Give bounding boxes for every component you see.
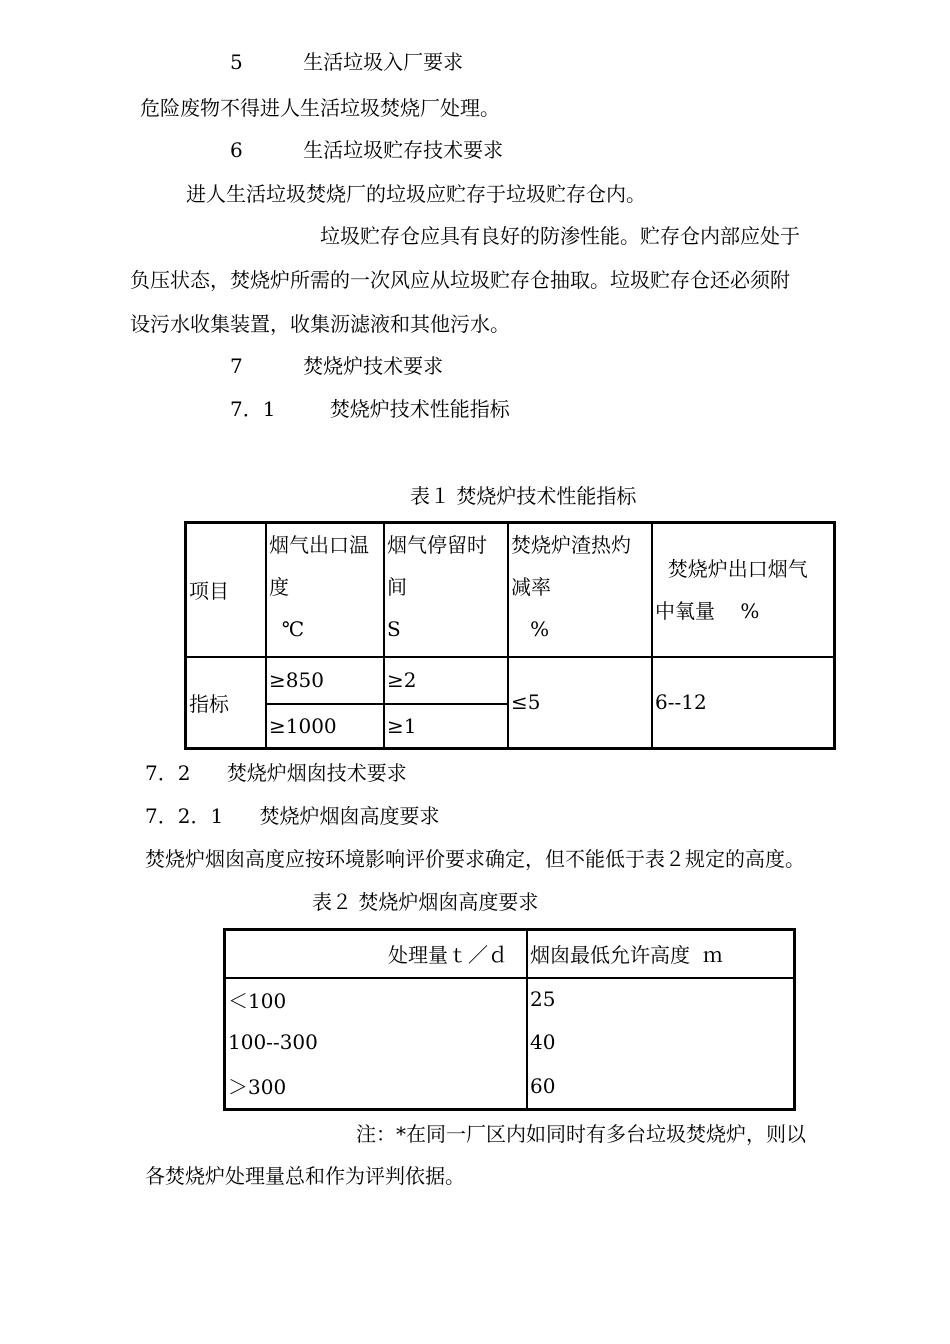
header-line: S	[387, 617, 401, 641]
note-line-1: 注：*在同一厂区内如同时有多台垃圾焚烧炉，则以	[356, 1122, 806, 1146]
section-7-heading	[230, 352, 443, 380]
section-7-2-1-heading	[145, 802, 440, 830]
header-line: 中氧量 %	[655, 598, 760, 623]
section-number: 7．2	[145, 761, 191, 785]
paragraph-storage-2-line-2: 负压状态，焚烧炉所需的一次风应从垃圾贮存仓抽取。垃圾贮存仓还必须附	[130, 268, 790, 292]
cell-capacity: ＜100	[225, 978, 528, 1020]
header-min-height: 烟囱最低允许高度 ｍ	[527, 930, 795, 978]
table-row	[186, 657, 835, 704]
table-2-caption: 表２ 焚烧炉烟囱高度要求	[312, 890, 539, 914]
section-number: 7．2．1	[145, 804, 224, 828]
table-header-row	[225, 930, 795, 978]
header-line: 烟气停留时	[387, 533, 487, 557]
section-number: 5	[230, 50, 243, 74]
section-6-heading	[230, 136, 503, 164]
paragraph-storage-2-line-3: 设污水收集装置，收集沥滤液和其他污水。	[130, 312, 510, 336]
section-number: 6	[230, 138, 243, 162]
section-title: 焚烧炉技术性能指标	[329, 397, 510, 421]
note-line-2: 各焚烧炉处理量总和作为评判依据。	[145, 1164, 465, 1188]
section-5-heading	[230, 48, 463, 76]
header-oxygen-content	[652, 523, 835, 657]
cell-height: 25	[527, 978, 795, 1020]
section-title: 生活垃圾贮存技术要求	[303, 138, 504, 162]
row-label-indicator: 指标	[186, 657, 267, 749]
header-loss-on-ignition	[508, 523, 652, 657]
header-residence-time	[384, 523, 508, 657]
paragraph-chimney: 焚烧炉烟囱高度应按环境影响评价要求确定，但不能低于表２规定的高度。	[145, 847, 805, 871]
header-capacity: 处理量ｔ／ｄ	[225, 930, 528, 978]
cell-loss-on-ignition: ≤5	[508, 657, 652, 749]
header-temperature	[266, 523, 384, 657]
cell-temperature: ≥1000	[266, 704, 384, 749]
cell-oxygen-content: 6--12	[652, 657, 835, 749]
section-title: 焚烧炉技术要求	[303, 354, 444, 378]
header-line: 度	[269, 575, 289, 599]
header-line: %	[511, 617, 550, 641]
header-line: 焚烧炉渣热灼	[511, 533, 631, 557]
cell-residence-time: ≥1	[384, 704, 508, 749]
section-title: 焚烧炉烟囱技术要求	[226, 761, 407, 785]
table-1-caption: 表１ 焚烧炉技术性能指标	[410, 484, 637, 508]
table-row	[225, 1020, 795, 1064]
cell-capacity: ＞300	[225, 1064, 528, 1110]
section-number: 7	[230, 354, 243, 378]
table-1	[184, 521, 836, 750]
cell-temperature: ≥850	[266, 657, 384, 704]
header-line: ℃	[269, 617, 305, 641]
cell-residence-time: ≥2	[384, 657, 508, 704]
header-line: 烟气出口温	[269, 533, 369, 557]
header-line: 间	[387, 575, 407, 599]
table-2	[223, 928, 796, 1111]
section-7-1-heading	[230, 395, 510, 423]
header-item: 项目	[186, 523, 267, 657]
header-line: 焚烧炉出口烟气	[655, 556, 808, 581]
section-title: 焚烧炉烟囱高度要求	[259, 804, 440, 828]
header-line: 减率	[511, 575, 551, 599]
section-7-2-heading	[145, 759, 407, 787]
cell-height: 60	[527, 1064, 795, 1110]
paragraph-storage-1: 进人生活垃圾焚烧厂的垃圾应贮存于垃圾贮存仓内。	[186, 182, 646, 206]
table-row	[225, 978, 795, 1020]
cell-height: 40	[527, 1020, 795, 1064]
paragraph-hazard: 危险废物不得进人生活垃圾焚烧厂处理。	[140, 96, 500, 120]
table-row	[225, 1064, 795, 1110]
cell-capacity: 100--300	[225, 1020, 528, 1064]
paragraph-storage-2-line-1: 垃圾贮存仓应具有良好的防渗性能。贮存仓内部应处于	[320, 224, 800, 248]
table-header-row	[186, 523, 835, 657]
section-title: 生活垃圾入厂要求	[303, 50, 464, 74]
section-number: 7．1	[230, 397, 276, 421]
